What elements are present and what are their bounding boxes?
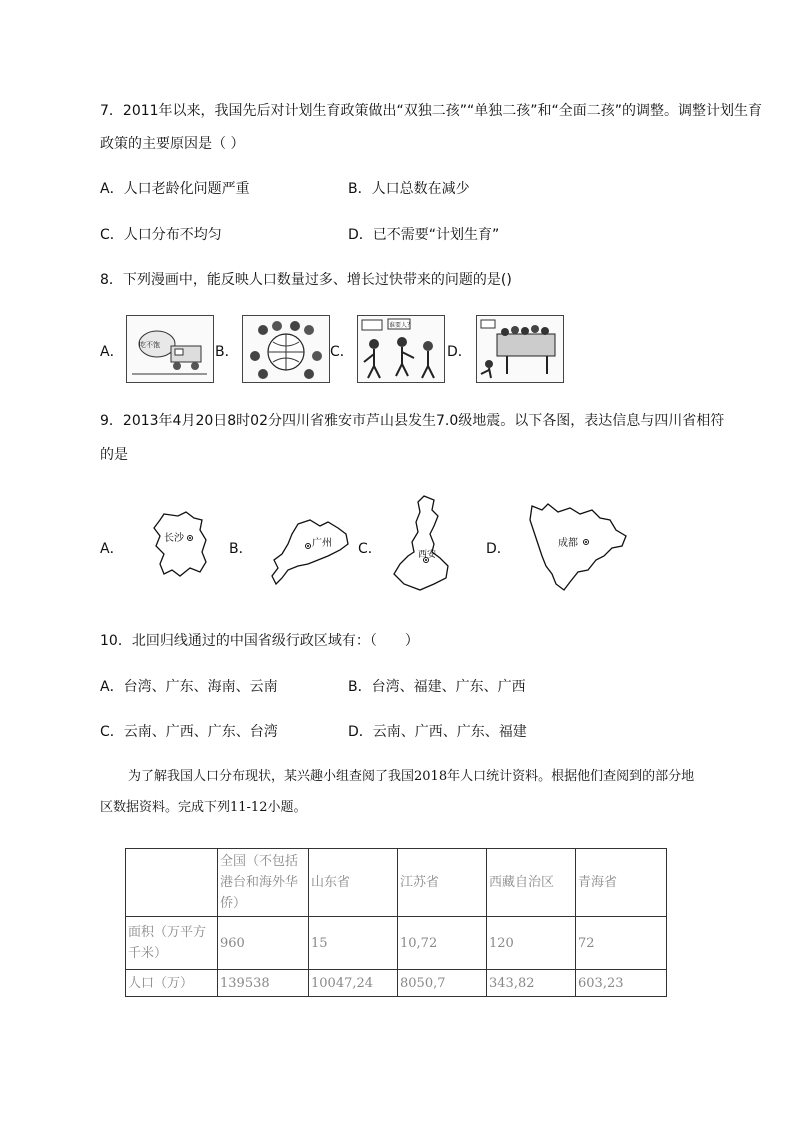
table-cell: 603,23 (576, 970, 667, 997)
q7-option-c[interactable]: C．人口分布不均匀 (100, 227, 222, 243)
q8-cartoon-a-caption: 吃不饱 (139, 341, 160, 349)
q8-stem: 8．下列漫画中，能反映人口数量过多、增长过快带来的问题的是() (100, 272, 512, 288)
q11-12-intro-line1: 为了解我国人口分布现状，某兴趣小组查阅了我国2018年人口统计资料。根据他们查阅到的部分地 (128, 769, 695, 784)
table-row-label: 人口（万） (126, 970, 218, 997)
table-cell: 343,82 (487, 970, 576, 997)
q7-stem-line2: 政策的主要原因是（ ） (100, 136, 245, 152)
table-row (126, 917, 667, 970)
q9-map-sichuan (526, 500, 632, 598)
table-cell: 10047,24 (309, 970, 398, 997)
q9-option-c[interactable]: C． (358, 541, 382, 557)
q8-option-c[interactable]: C． (330, 344, 354, 360)
q8-cartoon-c-caption: 谁要人？ (389, 322, 414, 329)
q10-option-d[interactable]: D．云南、广西、广东、福建 (348, 724, 527, 740)
table-header-cell: 青海省 (576, 849, 667, 917)
table-header-cell (126, 849, 218, 917)
q9-map-hunan (150, 510, 214, 584)
table-header-cell: 全国（不包括港台和海外华侨） (218, 849, 309, 917)
q7-option-a[interactable]: A．人口老龄化问题严重 (100, 181, 250, 197)
table-row-label: 面积（万平方千米） (126, 917, 218, 970)
q8-cartoon-c (357, 315, 445, 383)
q9-option-b[interactable]: B． (229, 541, 253, 557)
table-header-cell: 西藏自治区 (487, 849, 576, 917)
table-cell: 10,72 (398, 917, 487, 970)
q7-option-d[interactable]: D．已不需要“计划生育” (348, 227, 500, 243)
table-cell: 139538 (218, 970, 309, 997)
table-cell: 15 (309, 917, 398, 970)
q11-12-intro-line2: 区数据资料。完成下列11-12小题。 (100, 800, 307, 815)
population-table (125, 848, 667, 997)
q9-city-chengdu: 成都 (558, 538, 578, 549)
q8-cartoon-a (126, 315, 214, 383)
q7-option-b[interactable]: B．人口总数在减少 (348, 181, 470, 197)
q9-stem-line1: 9．2013年4月20日8时02分四川省雅安市芦山县发生7.0级地震。以下各图，表达信息与四川省相符 (100, 413, 725, 429)
table-header-cell: 山东省 (309, 849, 398, 917)
q10-option-c[interactable]: C．云南、广西、广东、台湾 (100, 724, 278, 740)
table-row (126, 970, 667, 997)
q9-city-changsha: 长沙 (164, 533, 184, 544)
q8-option-b[interactable]: B． (215, 344, 239, 360)
q9-option-a[interactable]: A． (100, 541, 124, 557)
q9-option-d[interactable]: D． (486, 541, 511, 557)
table-cell: 8050,7 (398, 970, 487, 997)
q8-cartoon-d (476, 315, 564, 383)
table-cell: 72 (576, 917, 667, 970)
q10-stem: 10．北回归线通过的中国省级行政区域有：（ ） (100, 633, 419, 649)
q10-option-b[interactable]: B．台湾、福建、广东、广西 (348, 679, 526, 695)
q8-option-d[interactable]: D． (447, 344, 472, 360)
q9-stem-line2: 的是 (100, 447, 128, 463)
q10-option-a[interactable]: A．台湾、广东、海南、云南 (100, 679, 278, 695)
q7-stem-line1: 7．2011年以来，我国先后对计划生育政策做出“双独二孩”“单独二孩”和“全面二孩”的调整。调整计划生育 (100, 103, 763, 119)
q8-option-a[interactable]: A． (100, 344, 124, 360)
table-header-cell: 江苏省 (398, 849, 487, 917)
q9-city-guangzhou: 广州 (312, 538, 332, 549)
table-cell: 120 (487, 917, 576, 970)
table-cell: 960 (218, 917, 309, 970)
q8-cartoon-b (242, 315, 330, 383)
q9-map-guangdong (268, 518, 354, 592)
table-header-row (126, 849, 667, 917)
q9-map-shaanxi (390, 494, 454, 598)
q9-city-xian: 西安 (418, 550, 437, 560)
